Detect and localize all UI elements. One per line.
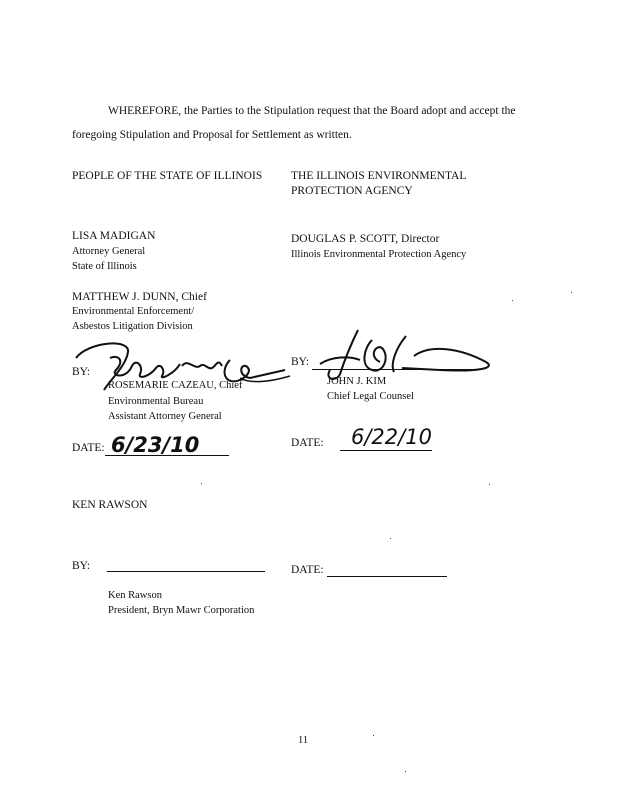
chief-name: MATTHEW J. DUNN, Chief (72, 291, 207, 303)
right-by-label: BY: (291, 356, 310, 368)
rawson-heading: KEN RAWSON (72, 499, 148, 511)
left-signer-title-1: Environmental Bureau (108, 396, 204, 407)
paragraph-line-2: foregoing Stipulation and Proposal for Settlement as written. (72, 129, 352, 141)
ag-title: Attorney General (72, 246, 146, 257)
right-party-line-2: PROTECTION AGENCY (291, 185, 413, 197)
scan-speck (373, 735, 374, 736)
scan-speck (512, 300, 513, 301)
right-signer-title: Chief Legal Counsel (327, 391, 414, 402)
left-date-value: 6/23/10 (111, 433, 200, 457)
left-party-name: PEOPLE OF THE STATE OF ILLINOIS (72, 170, 263, 182)
rawson-date-line (327, 576, 447, 577)
right-signature (310, 326, 510, 386)
paragraph-line-1: WHEREFORE, the Parties to the Stipulation request that the Board adopt and accept the (108, 105, 516, 117)
right-date-value: 6/22/10 (351, 425, 432, 449)
page-number: 11 (298, 735, 309, 746)
scan-speck (201, 483, 202, 484)
scan-speck (489, 484, 490, 485)
right-party-line-1: THE ILLINOIS ENVIRONMENTAL (291, 170, 467, 182)
right-date-line (340, 450, 432, 451)
rawson-name: Ken Rawson (108, 590, 162, 601)
right-signer-name: JOHN J. KIM (327, 376, 387, 387)
left-signer-name: ROSEMARIE CAZEAU, Chief (108, 380, 243, 391)
scan-speck (405, 771, 406, 772)
rawson-date-label: DATE: (291, 564, 324, 576)
left-by-label: BY: (72, 366, 91, 378)
chief-division-2: Asbestos Litigation Division (72, 321, 193, 332)
scan-speck (390, 538, 391, 539)
rawson-by-label: BY: (72, 560, 91, 572)
ag-name: LISA MADIGAN (72, 230, 156, 242)
director-name: DOUGLAS P. SCOTT, Director (291, 233, 440, 245)
left-date-label: DATE: (72, 442, 105, 454)
left-signer-title-2: Assistant Attorney General (108, 411, 222, 422)
ag-state: State of Illinois (72, 261, 137, 272)
rawson-title: President, Bryn Mawr Corporation (108, 605, 255, 616)
left-signature (70, 336, 290, 396)
agency-name: Illinois Environmental Protection Agency (291, 249, 467, 260)
rawson-signature-line (107, 571, 265, 572)
scan-speck (571, 292, 572, 293)
right-date-label: DATE: (291, 437, 324, 449)
chief-division-1: Environmental Enforcement/ (72, 306, 195, 317)
